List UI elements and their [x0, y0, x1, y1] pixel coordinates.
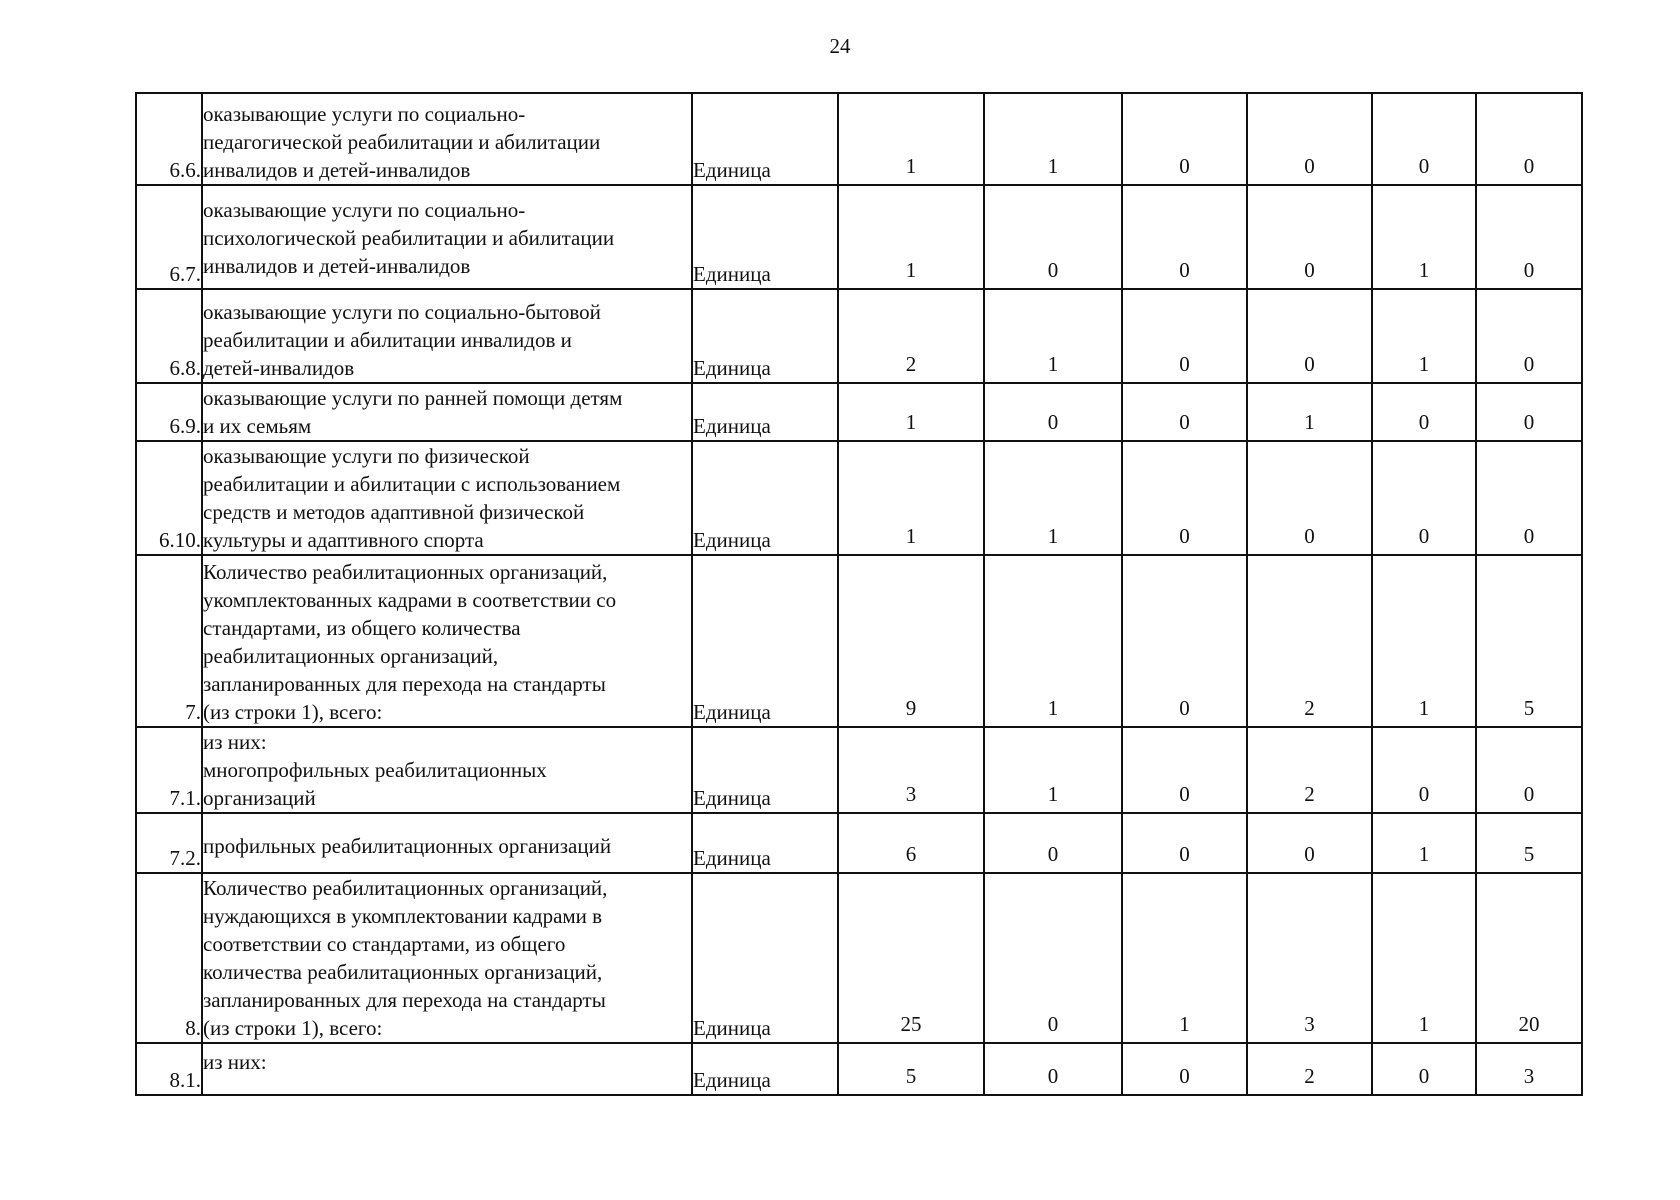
row-description: оказывающие услуги по социально- психологической реабилитации и абилитации инвалидов и детей-инвалидов	[202, 185, 692, 289]
value-text: 0	[1523, 524, 1535, 548]
value-text: 2	[905, 352, 917, 376]
row-description: оказывающие услуги по социально-бытовой реабилитации и абилитации инвалидов и детей-инвалидов	[202, 289, 692, 383]
value-text: 0	[1523, 410, 1535, 434]
value-text: 2	[1304, 782, 1315, 806]
value-text: 1	[1179, 1012, 1190, 1036]
value-text: 0	[1179, 782, 1190, 806]
value-cell	[1122, 1043, 1247, 1095]
value-cell	[1122, 441, 1247, 555]
value-cell	[984, 289, 1122, 383]
value-cell	[1372, 555, 1476, 727]
row-description: Количество реабилитационных организаций, нуждающихся в укомплектовании кадрами в соответствии со стандартами, из общего количества реабилитационных организаций, запланированных для перехода на стандарты (из строки 1), всего:	[202, 873, 692, 1043]
table-row	[136, 185, 1582, 289]
value-cell	[1372, 383, 1476, 441]
value-text: 1	[1047, 352, 1059, 376]
row-unit: Единица	[692, 441, 838, 555]
value-text: 0	[1047, 1064, 1059, 1088]
value-cell	[838, 185, 984, 289]
value-cell	[984, 555, 1122, 727]
row-unit: Единица	[692, 555, 838, 727]
value-cell	[1122, 289, 1247, 383]
value-text: 1	[905, 524, 917, 548]
value-text: 0	[1418, 524, 1430, 548]
value-cell	[1122, 873, 1247, 1043]
value-cell	[1247, 383, 1372, 441]
value-cell	[1476, 185, 1582, 289]
value-text: 0	[1418, 782, 1430, 806]
value-text: 0	[1304, 352, 1315, 376]
value-cell	[1372, 185, 1476, 289]
value-text: 2	[1304, 1064, 1315, 1088]
value-text: 0	[1047, 842, 1059, 866]
value-text: 0	[1523, 352, 1535, 376]
value-cell	[1372, 813, 1476, 873]
table-body	[136, 93, 1582, 1095]
value-cell	[984, 1043, 1122, 1095]
value-cell	[1476, 93, 1582, 185]
value-text: 1	[905, 258, 917, 282]
row-number: 7.1.	[136, 727, 202, 813]
value-cell	[1122, 93, 1247, 185]
value-text: 1	[1418, 258, 1430, 282]
row-unit: Единица	[692, 383, 838, 441]
value-text: 0	[1179, 524, 1190, 548]
row-number: 7.2.	[136, 813, 202, 873]
value-text: 25	[900, 1012, 922, 1036]
value-cell	[1476, 441, 1582, 555]
value-cell	[1476, 1043, 1582, 1095]
row-number: 6.10.	[136, 441, 202, 555]
value-cell	[838, 441, 984, 555]
value-cell	[1247, 1043, 1372, 1095]
value-text: 6	[905, 842, 917, 866]
row-number: 6.6.	[136, 93, 202, 185]
value-cell	[838, 813, 984, 873]
table-row	[136, 289, 1582, 383]
value-cell	[1476, 873, 1582, 1043]
value-cell	[1122, 185, 1247, 289]
row-description: Количество реабилитационных организаций, укомплектованных кадрами в соответствии со стандартами, из общего количества реабилитационных организаций, запланированных для перехода на стандарты (из строки 1), всего:	[202, 555, 692, 727]
value-text: 9	[905, 696, 917, 720]
row-unit: Единица	[692, 93, 838, 185]
value-cell	[838, 1043, 984, 1095]
value-text: 0	[1418, 410, 1430, 434]
row-description: профильных реабилитационных организаций	[202, 813, 692, 873]
value-cell	[1247, 93, 1372, 185]
value-text: 1	[1047, 524, 1059, 548]
value-cell	[984, 727, 1122, 813]
value-cell	[1476, 555, 1582, 727]
row-number: 8.	[136, 873, 202, 1043]
value-text: 20	[1518, 1012, 1540, 1036]
value-text: 0	[1179, 1064, 1190, 1088]
table-row	[136, 441, 1582, 555]
value-cell	[838, 555, 984, 727]
row-description: оказывающие услуги по социально- педагогической реабилитации и абилитации инвалидов и детей-инвалидов	[202, 93, 692, 185]
value-cell	[1372, 289, 1476, 383]
value-cell	[1372, 727, 1476, 813]
value-cell	[984, 383, 1122, 441]
row-unit: Единица	[692, 873, 838, 1043]
value-text: 0	[1418, 154, 1430, 178]
value-text: 1	[1304, 410, 1315, 434]
row-number: 8.1.	[136, 1043, 202, 1095]
value-cell	[838, 93, 984, 185]
value-text: 5	[905, 1064, 917, 1088]
row-description: оказывающие услуги по ранней помощи детям и их семьям	[202, 383, 692, 441]
value-text: 0	[1523, 782, 1535, 806]
row-unit: Единица	[692, 289, 838, 383]
value-cell	[984, 93, 1122, 185]
value-cell	[1476, 289, 1582, 383]
value-text: 0	[1304, 258, 1315, 282]
value-text: 0	[1179, 842, 1190, 866]
table-row	[136, 873, 1582, 1043]
table-row	[136, 383, 1582, 441]
value-text: 0	[1047, 1012, 1059, 1036]
value-cell	[1122, 555, 1247, 727]
value-cell	[838, 873, 984, 1043]
value-text: 0	[1179, 696, 1190, 720]
value-text: 1	[1047, 782, 1059, 806]
value-text: 5	[1523, 696, 1535, 720]
row-number: 6.9.	[136, 383, 202, 441]
value-cell	[984, 813, 1122, 873]
row-description: оказывающие услуги по физической реабилитации и абилитации с использованием средств и методов адаптивной физической культуры и адаптивного спорта	[202, 441, 692, 555]
row-unit: Единица	[692, 813, 838, 873]
table-row	[136, 813, 1582, 873]
value-text: 1	[1418, 1012, 1430, 1036]
value-cell	[984, 441, 1122, 555]
value-cell	[1476, 813, 1582, 873]
page-number: 24	[829, 34, 851, 58]
value-cell	[1122, 383, 1247, 441]
value-cell	[984, 873, 1122, 1043]
value-text: 0	[1523, 154, 1535, 178]
value-cell	[838, 727, 984, 813]
value-cell	[1372, 93, 1476, 185]
value-text: 1	[905, 410, 917, 434]
row-description: из них: многопрофильных реабилитационных организаций	[202, 727, 692, 813]
value-text: 3	[1523, 1064, 1535, 1088]
value-cell	[1122, 813, 1247, 873]
value-cell	[1372, 873, 1476, 1043]
row-unit: Единица	[692, 1043, 838, 1095]
value-text: 1	[1047, 154, 1059, 178]
value-cell	[1476, 727, 1582, 813]
value-text: 0	[1418, 1064, 1430, 1088]
row-number: 6.7.	[136, 185, 202, 289]
value-cell	[1247, 185, 1372, 289]
value-cell	[1247, 441, 1372, 555]
value-text: 0	[1304, 524, 1315, 548]
value-cell	[1247, 289, 1372, 383]
value-text: 5	[1523, 842, 1535, 866]
value-cell	[838, 289, 984, 383]
value-cell	[1247, 727, 1372, 813]
value-text: 1	[1047, 696, 1059, 720]
row-unit: Единица	[692, 727, 838, 813]
value-text: 0	[1047, 258, 1059, 282]
row-number: 6.8.	[136, 289, 202, 383]
value-text: 0	[1179, 154, 1190, 178]
value-text: 0	[1304, 154, 1315, 178]
value-text: 0	[1047, 410, 1059, 434]
table-row	[136, 555, 1582, 727]
value-text: 2	[1304, 696, 1315, 720]
row-description: из них:	[202, 1043, 692, 1095]
value-cell	[1122, 727, 1247, 813]
value-text: 0	[1179, 258, 1190, 282]
value-cell	[1247, 555, 1372, 727]
value-text: 1	[1418, 696, 1430, 720]
value-text: 0	[1179, 352, 1190, 376]
value-cell	[1476, 383, 1582, 441]
value-cell	[1372, 441, 1476, 555]
row-unit: Единица	[692, 185, 838, 289]
value-cell	[1372, 1043, 1476, 1095]
value-text: 3	[905, 782, 917, 806]
value-text: 1	[905, 154, 917, 178]
value-cell	[1247, 873, 1372, 1043]
value-text: 0	[1304, 842, 1315, 866]
value-text: 1	[1418, 352, 1430, 376]
value-cell	[838, 383, 984, 441]
value-cell	[984, 185, 1122, 289]
value-text: 1	[1418, 842, 1430, 866]
value-cell	[1247, 813, 1372, 873]
value-text: 0	[1523, 258, 1535, 282]
table-row	[136, 727, 1582, 813]
row-number: 7.	[136, 555, 202, 727]
indicators-table	[135, 92, 1583, 1096]
value-text: 3	[1304, 1012, 1315, 1036]
table-row	[136, 93, 1582, 185]
table-row	[136, 1043, 1582, 1095]
value-text: 0	[1179, 410, 1190, 434]
